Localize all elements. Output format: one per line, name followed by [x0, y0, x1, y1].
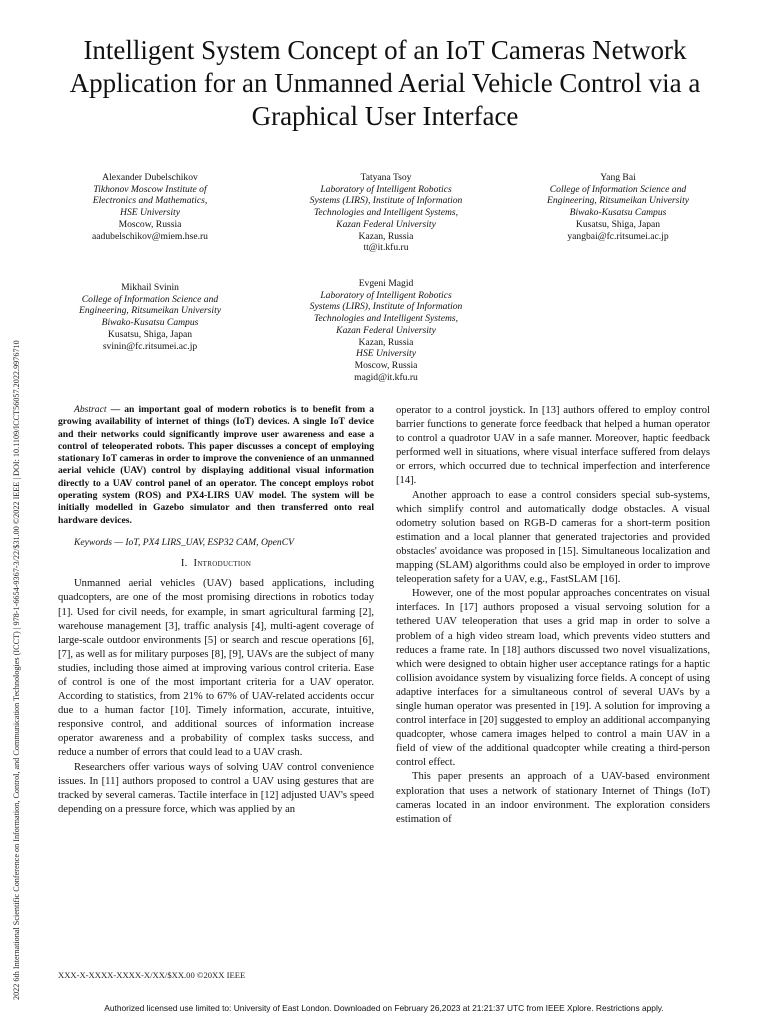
- author-affiliation-line: Systems (LIRS), Institute of Information: [309, 301, 463, 313]
- author-affiliation-line: Kazan Federal University: [336, 324, 436, 336]
- author-block-1: [50, 172, 250, 242]
- footer-copyright-id: XXX-X-XXXX-XXXX-X/XX/$XX.00 ©20XX IEEE: [58, 970, 246, 980]
- section-number: I.: [180, 558, 188, 570]
- author-affiliation-line: Systems (LIRS), Institute of Information: [309, 195, 463, 207]
- author-email: tt@it.kfu.ru: [363, 242, 409, 254]
- author-location: Moscow, Russia: [118, 218, 182, 230]
- author-email: yangbai@fc.ritsumei.ac.jp: [567, 230, 669, 242]
- abstract-label: Abstract: [74, 404, 107, 415]
- section-heading: [58, 557, 374, 571]
- author-affiliation-line: College of Information Science and: [81, 293, 219, 305]
- author-name: Tatyana Tsoy: [360, 172, 412, 183]
- body-paragraph: Researchers offer various ways of solving UAV control convenience issues. In [11] authors proposed to control a UAV using gestures that are tracked by several cameras. Tactile interface in [12] adjusted UAV's speed depending on a pressure force, which was applied by an: [58, 761, 374, 815]
- author-block-2: [276, 172, 496, 254]
- author-name: Mikhail Svinin: [121, 282, 179, 293]
- author-affiliation-line: Engineering, Ritsumeikan University: [78, 305, 221, 317]
- abstract-text: — an important goal of modern robotics is to benefit from a growing availability of internet of things (IoT) devices. A single IoT device and their networks could significantly improve user awareness and ease a control of teleoperated robots. This paper discusses a concept of employing stationary IoT cameras in order to improve the convenience of an unmanned aerial vehicle (UAV) control by displaying additional visual information directly to a UAV control panel of an operator. The concept employs robot operating system (ROS) and PX4-LIRS UAV model. The system will be initially modelled in Gazebo simulator and then transferred onto real hardware devices.: [58, 404, 374, 526]
- author-affiliation-line: Laboratory of Intelligent Robotics: [320, 289, 452, 301]
- author-email: svinin@fc.ritsumei.ac.jp: [102, 340, 198, 352]
- author-location: Kusatsu, Shiga, Japan: [107, 328, 193, 340]
- author-block-5: [276, 278, 496, 383]
- author-email: aadubelschikov@miem.hse.ru: [92, 230, 208, 242]
- author-affiliation-line: Biwako-Kusatsu Campus: [101, 317, 199, 329]
- author-affiliation-line: Electronics and Mathematics,: [92, 195, 208, 207]
- footer-license-notice: Authorized licensed use limited to: University of East London. Downloaded on February 26,2023 at 21:21:37 UTC from IEEE Xplore. Restrictions apply.: [104, 1003, 664, 1013]
- body-paragraph: Unmanned aerial vehicles (UAV) based applications, including quadcopters, are one of the most promising directions in robotics today [1]. Used for civil needs, for example, in smart agricultural farming [2], warehouse management [3], traffic analysis [4], multi-agent coverage of large-scale outdoor environments [5] or search and rescue operations [6], [7], as well as for military purposes [8], [9], UAVs are the subject of many studies, including those aimed at improving various control criteria. Ease of control is one of the most important criteria for a UAV operator. According to statistics, from 21% to 67% of UAV-related accidents occur due to a human factor [10]. Timely information, accurate, intuitive, responsive control, and additional sources of information increase operator awareness and a probability of complex tasks success, and reduce a number of errors that could lead to a UAV crash.: [58, 578, 374, 759]
- author-affiliation-line: Tikhonov Moscow Institute of: [93, 183, 207, 195]
- sidebar-doi-strip: [12, 120, 30, 1000]
- author-name: Alexander Dubelschikov: [102, 172, 198, 183]
- author-affiliation-line: Technologies and Intelligent Systems,: [313, 313, 459, 325]
- author-affiliation-line: HSE University: [356, 348, 416, 360]
- author-affiliation-line: Biwako-Kusatsu Campus: [569, 207, 667, 219]
- author-block-3: [518, 172, 718, 242]
- author-location: Kazan, Russia: [358, 230, 414, 242]
- author-location: Kazan, Russia: [358, 336, 414, 348]
- sidebar-doi-text: 2022 6th International Scientific Conference on Information, Control, and Communication Technologies (ICCT) | 978-1-6654-9367-3/22/$31.00 ©2022 IEEE | DOI: 10.1109/ICCT56057.2022.9976710: [12, 340, 21, 1000]
- body-paragraph: Another approach to ease a control considers special sub-systems, which simplify control and automatically dodge obstacles. A visual odometry solution based on RGB-D cameras for a short-term position estimation and a local planner that generated trajectories and provided obstacles' avoidance was proposed in [15]. Simultaneous localization and mapping (SLAM) algorithms could also be employed in order to improve teleoperation safety for a UAV, e.g., FastSLAM [16].: [396, 489, 710, 586]
- author-affiliation-line: Technologies and Intelligent Systems,: [313, 207, 459, 219]
- author-affiliation-line: Laboratory of Intelligent Robotics: [320, 183, 452, 195]
- author-location: Moscow, Russia: [354, 359, 418, 371]
- author-name: Evgeni Magid: [358, 278, 414, 289]
- paper-title: Intelligent System Concept of an IoT Cameras Network Application for an Unmanned Aerial Vehicle Control via a Graphical User Interface: [69, 35, 701, 131]
- author-block-4: [50, 282, 250, 352]
- body-paragraph: This paper presents an approach of a UAV-based environment exploration that uses a network of stationary Internet of Things (IoT) cameras located in an indoor environment. The exploration considers estimation of: [396, 771, 710, 825]
- author-affiliation-line: Engineering, Ritsumeikan University: [546, 195, 689, 207]
- author-affiliation-line: Kazan Federal University: [336, 218, 436, 230]
- right-column: [396, 404, 710, 827]
- abstract: [58, 404, 374, 527]
- body-paragraph: However, one of the most popular approaches concentrates on visual interfaces. In [17] authors proposed a visual servoing solution for a tethered UAV teleoperation that uses a grid map in order to solve a problem of a high video stream load, which prevents video stutters and reduces a frame rate. In [18] authors discussed two novel visualizations, which were designed to obtain higher user acceptance ratings for a haptic collision avoidance system by visualizing force fields. A concept of using adaptive interfaces for a simultaneous control of several UAVs by a single human operator was presented in [19]. A solution for improving a control interface in [20] suggested to employ an additional accompanying quadcopter, whose camera images helped to control a main UAV in a field of view of the additional quadcopter while creating a third-person control effect.: [396, 588, 710, 769]
- author-email: magid@it.kfu.ru: [354, 371, 418, 383]
- author-affiliation-line: College of Information Science and: [549, 183, 687, 195]
- author-name: Yang Bai: [600, 172, 636, 183]
- left-column: [58, 404, 374, 817]
- body-paragraph: operator to a control joystick. In [13] authors offered to employ control barrier functions to generate force feedback that helped a human operator to control a quadrotor UAV in a safe manner. Moreover, haptic feedback performed well in situations, where visual interface suffered from delays or errors, which occurred due to technical imperfection and interference [14].: [396, 405, 710, 487]
- section-title: Introduction: [193, 558, 252, 570]
- author-location: Kusatsu, Shiga, Japan: [575, 218, 661, 230]
- keywords: Keywords — IoT, PX4 LIRS_UAV, ESP32 CAM, OpenCV: [74, 536, 294, 548]
- author-affiliation-line: HSE University: [120, 207, 180, 219]
